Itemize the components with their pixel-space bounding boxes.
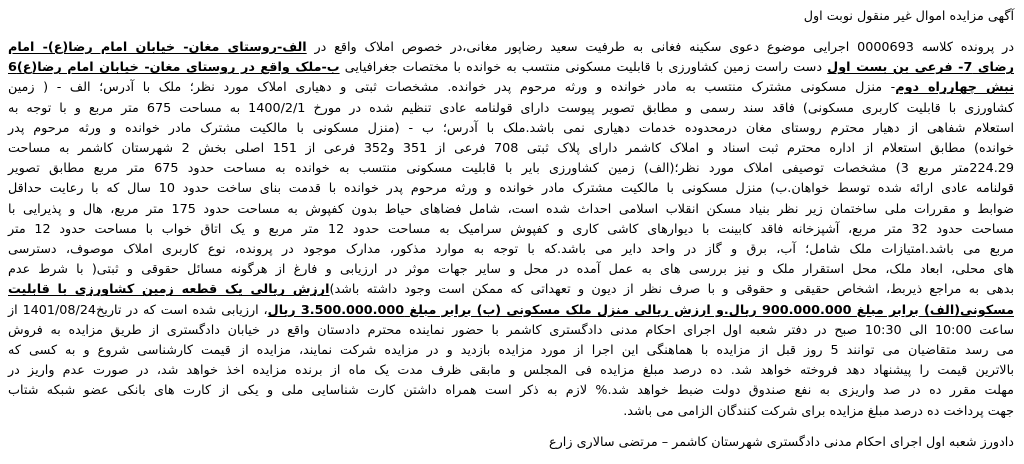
notice-highlight-text: ارزش ریالی یک قطعه زمین کشاورزی با قابلیت <box>8 282 330 298</box>
notice-line <box>8 119 1014 139</box>
notice-text: ، ارزیابی شده است که در تاریخ1401/08/24 از <box>8 302 268 318</box>
notice-line <box>8 280 1014 300</box>
notice-text: بالاترین قیمت را پیشنهاد دهد فروخته خواهد شد. ده درصد مبلغ مزایده فی المجلس و مابقی ظرف مدت یک ماه از برنده مزایده اخذ خواهد شد، در صورت عدم واریز در <box>8 363 1014 379</box>
notice-text: می رسد متقاضیان می توانند 5 روز قبل از مزایده با هماهنگی این اجرا از مورد مزایده بازدید و در مزایده شرکت نمایند، مزایده از قیمت کارشناسی شروع و به کسی که <box>8 343 1014 359</box>
notice-text: بدهی به مراجع ذیربط، اشخاص حقیقی و حقوقی و با صرف نظر از دیون و تعهداتی که ممکن است وجود داشته باشد) <box>329 282 1014 298</box>
notice-highlight-text: نبش چهارراه دوم <box>895 80 1014 96</box>
notice-title: آگهی مزایده اموال غیر منقول نوبت اول <box>803 9 1014 24</box>
notice-text: مساحت حدود 32 متر مربع، آشپزخانه فاقد کابینت با دیوارهای کاشی کاری و کفپوش سرامیک به مساحت حدود 12 متر مربع و یک اتاق خواب با مساحت حدود 12 متر <box>8 221 1014 237</box>
notice-line <box>8 78 1014 98</box>
notice-line <box>8 99 1014 119</box>
notice-line <box>8 200 1014 220</box>
notice-signature: دادورز شعبه اول اجرای احکام مدنی دادگستری شهرستان کاشمر – مرتضی سالاری زارع <box>549 435 1014 450</box>
notice-text: خوانده) مطابق استعلام از اداره محترم ثبت اسناد و املاک کاشمر دارای پلاک ثبتی 708 فرعی از 351 و352 فرعی از 151 اصلی بخش 2 شهرستان کاشمر به مساحت <box>8 141 1014 157</box>
notice-text: کشاورزی با قابلیت کاربری مسکونی) فاقد سند رسمی و مطابق تصویر پیوست دارای قولنامه عادی تنظیم شده در مورخ 1400/2/1 به مساحت 675 متر مربع و با توجه به <box>8 100 1014 116</box>
notice-line <box>8 321 1014 341</box>
notice-line <box>8 38 1014 58</box>
notice-line <box>8 381 1014 401</box>
notice-text: در پرونده کلاسه 0000693 اجرایی موضوع دعوی سکینه فغانی به طرفیت سعید رضاپور مغانی،در خصوص املاک واقع در <box>306 40 1015 55</box>
notice-text: - منزل مسکونی مشترک منتسب به مادر خوانده و ورثه مرحوم پدر خوانده. مشخصات ثبتی و دهیاری املاک مورد نظر؛ ملک با آدرس؛ الف - ( زمین <box>8 80 896 96</box>
notice-line <box>8 220 1014 240</box>
notice-text: ضوابط و مقررات ملی ساختمان زیر نظر بنیاد مسکن انقلاب اسلامی احداث شده است، شامل فضاهای حیاط بدون کفپوش به مساحت حدود 175 متر مربع، هال و پذیرایی با <box>8 201 1014 217</box>
notice-line <box>8 361 1014 381</box>
notice-text: جهت پرداخت ده درصد مبلغ مزایده برای شرکت کنندگان الزامی می باشد. <box>623 403 1014 419</box>
notice-line <box>8 341 1014 361</box>
notice-highlight-text: ب-ملک واقع در روستای مغان- خیابان امام رضا(ع)6 <box>8 60 340 76</box>
notice-line <box>8 301 1014 321</box>
notice-highlight-text: رضای 7- فرعی بن بست اول <box>827 60 1014 76</box>
notice-line <box>8 159 1014 179</box>
notice-text: دست راست زمین کشاورزی با قابلیت مسکونی منتسب به خوانده با مختصات جغرافیایی <box>339 60 828 76</box>
notice-line <box>8 58 1014 78</box>
notice-highlight-text: الف-روستای مغان- خیابان امام رضا(ع)- امام <box>8 40 307 55</box>
notice-line <box>8 139 1014 159</box>
notice-line <box>8 402 1014 422</box>
notice-text: های محلی، ابعاد ملک، محل استقرار ملک و نیز بررسی های به عمل آمده در محل و سایر جهات موثر در ارزیابی و فارغ از هرگونه مسائل حقوقی و ثبتی( با شرط عدم <box>8 262 1014 278</box>
notice-line <box>8 240 1014 260</box>
notice-highlight-text: مسکونی(الف) برابر مبلغ 900.000.000 ریال.و ارزش ریالی منزل ملک مسکونی (ب) برابر مبلغ 3.500.000.000 ریال <box>267 302 1014 318</box>
notice-text: استعلام شفاهی از دهیار محترم روستای مغان درمحدوده خدمات دهیاری نمی باشد.ملک با آدرس؛ ب - (منزل مسکونی با مالکیت مشترک مادر خوانده و ورثه مرحوم پدر <box>8 120 1014 136</box>
notice-body <box>8 38 1014 422</box>
notice-line <box>8 260 1014 280</box>
notice-text: 224.29متر مربع 3) مشخصات توصیفی املاک مورد نظر؛(الف) زمین کشاورزی بایر با قابلیت مسکونی منتسب به خوانده به مساحت حدود 675 متر مربع مطابق تصویر <box>8 161 1014 177</box>
notice-text: قولنامه عادی ارائه شده توسط خواهان.ب) منزل مسکونی با مالکیت مشترک مادر خوانده و ورثه مرحوم پدر خوانده با قدمت بنای ساخت حدود 10 سال که با رعایت حداقل <box>8 181 1014 197</box>
notice-line <box>8 179 1014 199</box>
notice-text: ساعت 10:00 الی 10:30 صبح در دفتر شعبه اول اجرای احکام مدنی دادگستری کاشمر با حضور نماینده محترم دادستان واقع در خیابان دادگستری از طریق مزایده به فروش <box>8 322 1015 338</box>
notice-text: مربع می باشد.امتیازات ملک شامل؛ آب، برق و گاز در واحد دایر می باشد.که با توجه به موارد مذکور، مدارک موجود در پرونده، نوع کاربری املاک موصوف، دسترسی <box>8 242 1014 258</box>
notice-text: مهلت مقرر ده در صد واریزی به نفع صندوق دولت ضبط خواهد شد.% لازم به ذکر است همراه داشتن کارت شناسایی ملی و یکی از کارت های بانکی عضو شبکه شتاب <box>8 383 1014 399</box>
